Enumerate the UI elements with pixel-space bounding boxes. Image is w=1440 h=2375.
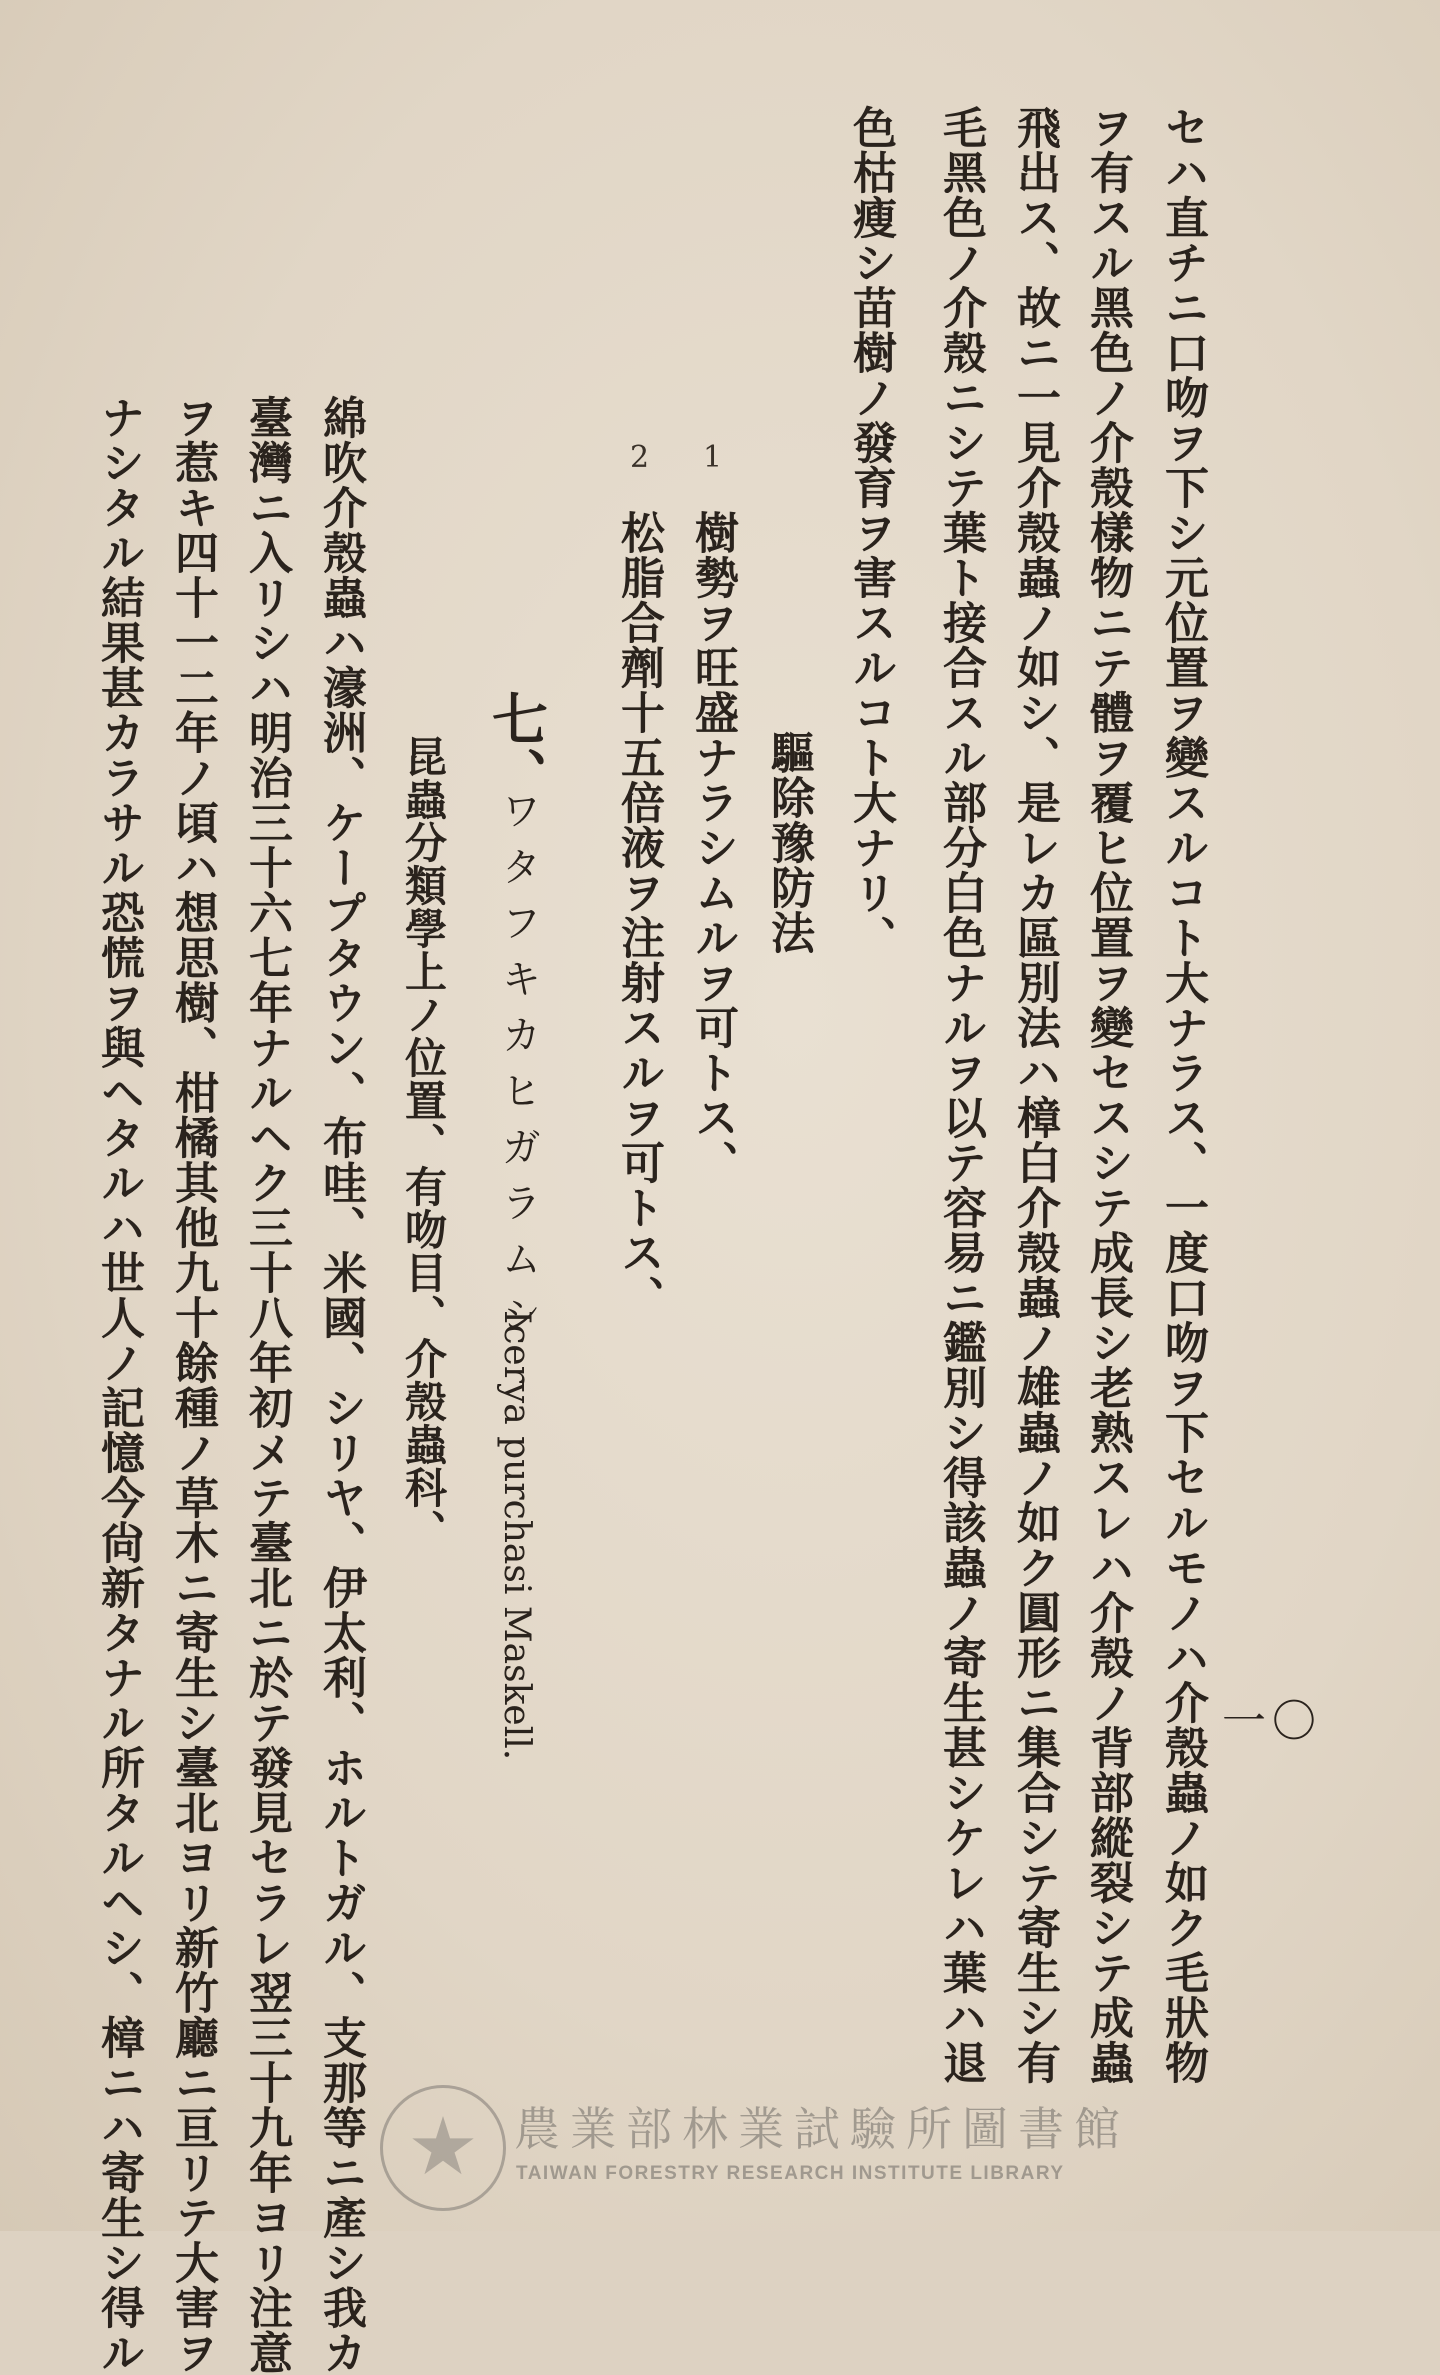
watermark-chinese: 農業部林業試驗所圖書館 — [514, 2102, 1130, 2156]
classification-line: 昆蟲分類學上ノ位置、有吻目、介殼蟲科、 — [399, 735, 448, 1552]
prevention-heading: 驅除豫防法 — [763, 730, 814, 955]
body-column-4: 毛黑色ノ介殼ニシテ葉ト接合スル部分白色ナルヲ以テ容易ニ鑑別シ得該蟲ノ寄生甚シケレハ葉ハ退 — [935, 105, 986, 2085]
watermark-english: TAIWAN FORESTRY RESEARCH INSTITUTE LIBRARY — [516, 2163, 1065, 2184]
page-number: 一〇 — [1222, 1696, 1322, 1747]
library-watermark — [380, 2085, 1130, 2215]
star-icon — [411, 2116, 475, 2180]
section-title-kana: ワタフキカヒガラムシ — [495, 790, 541, 1350]
section-number: 七、 — [483, 690, 549, 804]
body2-column-2: 臺灣ニ入リシハ明治三十六七年ナルヘク三十八年初メテ臺北ニ於テ發見セラレ翌三十九年ヨリ注意 — [241, 395, 292, 2375]
item-1-text: 樹勢ヲ旺盛ナラシムルヲ可トス、 — [687, 510, 738, 1185]
item-2-text: 松脂合劑十五倍液ヲ注射スルヲ可トス、 — [613, 510, 664, 1320]
library-seal-icon — [380, 2085, 506, 2211]
body2-column-1: 綿吹介殼蟲ハ濠洲、ケープタウン、布哇、米國、シリヤ、伊太利、ホルトガル、支那等ニ產シ我カ — [315, 395, 366, 2375]
item-1-number: 1 — [703, 440, 723, 475]
section-title-latin: Icerya purchasi Maskell. — [496, 1310, 537, 1761]
body-column-2: ヲ有スル黑色ノ介殼樣物ニテ體ヲ覆ヒ位置ヲ變セスシテ成長シ老熟スレハ介殼ノ背部縱裂シテ成蟲 — [1082, 105, 1133, 2085]
body2-column-3: ヲ惹キ四十一二年ノ頃ハ想思樹、柑橘其他九十餘種ノ草木ニ寄生シ臺北ヨリ新竹廳ニ亘リテ大害ヲ — [167, 395, 218, 2375]
body2-column-4: ナシタル結果甚カラサル恐慌ヲ與ヘタルハ世人ノ記憶今尙新タナル所タルヘシ、樟ニハ寄生シ得ル — [93, 395, 144, 2375]
body-column-3: 飛出ス、故ニ一見介殼蟲ノ如シ、是レカ區別法ハ樟白介殼蟲ノ雄蟲ノ如ク圓形ニ集合シテ寄生シ有 — [1009, 105, 1060, 2085]
body-column-1: セハ直チニ口吻ヲ下シ元位置ヲ變スルコト大ナラス、一度口吻ヲ下セルモノハ介殼蟲ノ如ク毛狀物 — [1157, 105, 1208, 2085]
item-2-number: 2 — [630, 440, 650, 475]
body-column-5: 色枯瘦シ苗樹ノ發育ヲ害スルコト大ナリ、 — [845, 105, 896, 960]
